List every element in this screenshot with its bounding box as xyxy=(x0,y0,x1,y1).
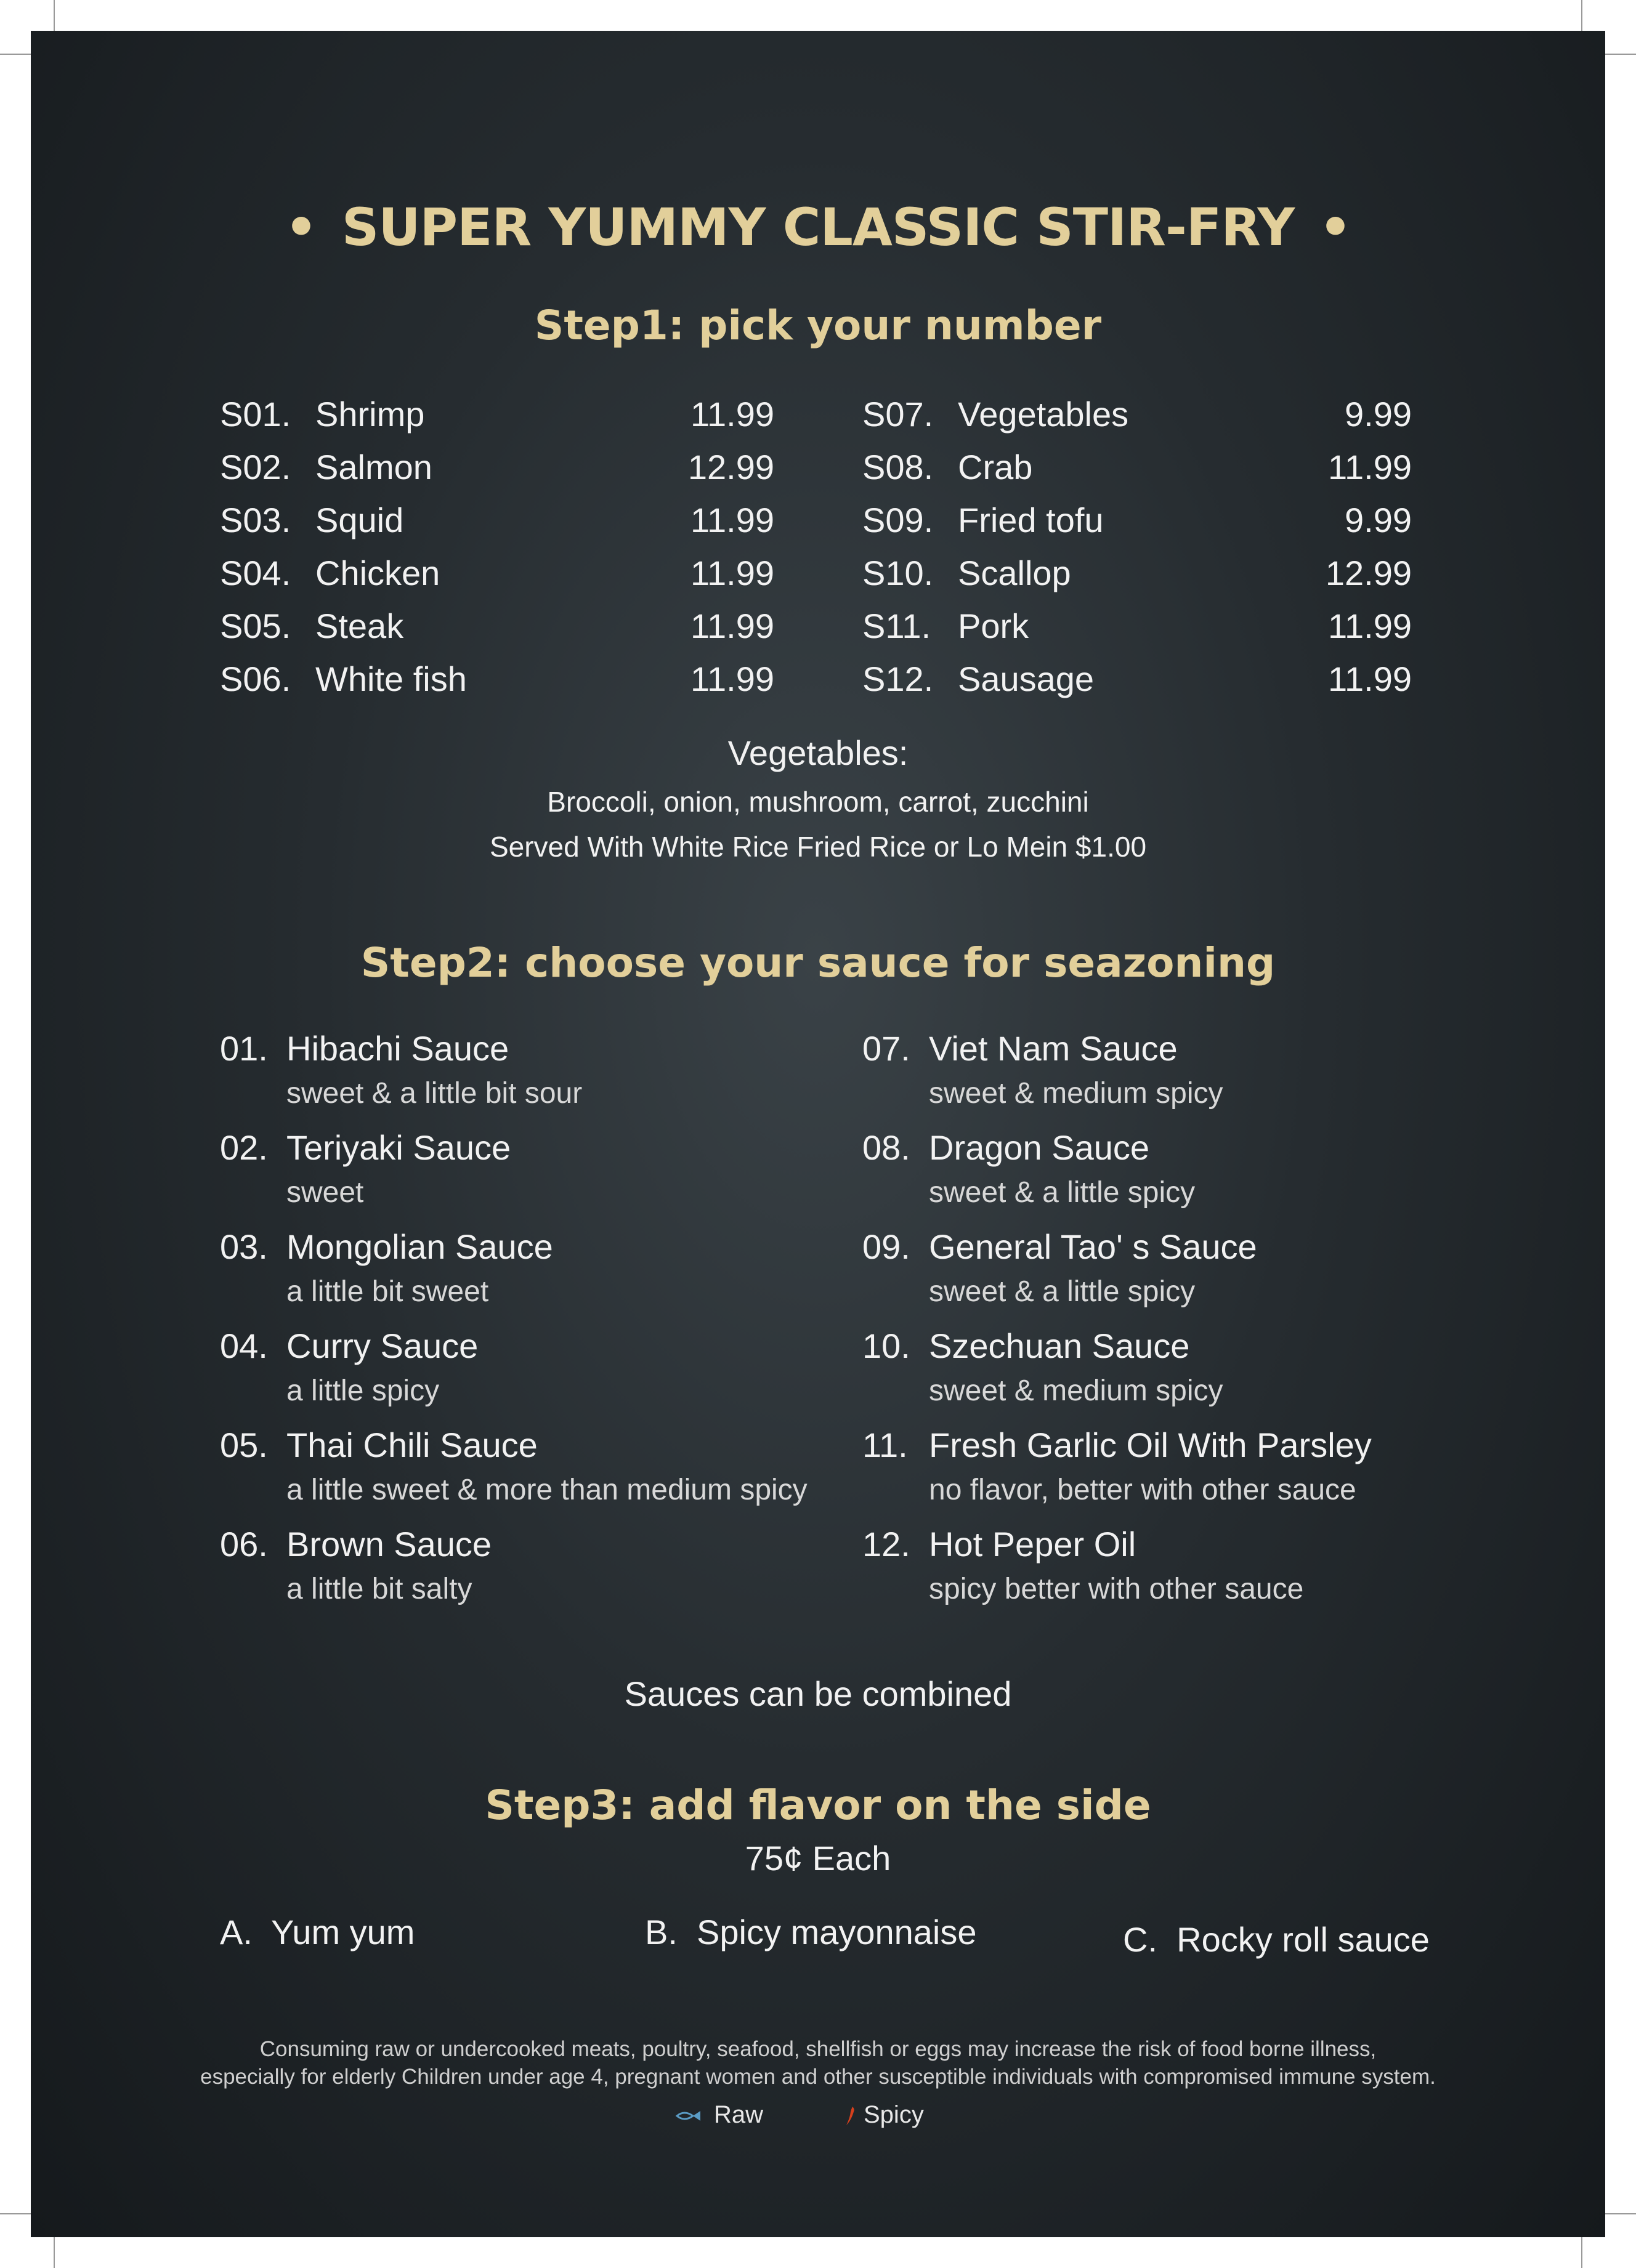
item-name: White fish xyxy=(315,660,467,698)
sauce-description: sweet & a little bit sour xyxy=(286,1077,583,1110)
crop-mark xyxy=(1604,54,1636,55)
flavor-price: 75¢ Each xyxy=(745,1839,891,1878)
bullet-dot: • xyxy=(285,197,317,257)
sauce-number: 02. xyxy=(220,1128,268,1167)
menu-item-s03[interactable] xyxy=(220,500,774,549)
sauce-number: 05. xyxy=(220,1426,268,1464)
step2-heading: Step2: choose your sauce for seazoning xyxy=(360,939,1276,987)
sauce-description: sweet & a little spicy xyxy=(929,1275,1196,1308)
crop-mark xyxy=(54,2236,55,2268)
flavor-name: Yum yum xyxy=(271,1913,415,1951)
item-code: S12. xyxy=(862,660,934,698)
item-price: 12.99 xyxy=(1325,554,1412,592)
flavor-name: Spicy mayonnaise xyxy=(697,1913,977,1951)
bullet-dot: • xyxy=(1319,197,1351,257)
item-name: Steak xyxy=(315,607,404,645)
crop-mark xyxy=(1604,2213,1636,2214)
disclaimer-line-2: especially for elderly Children under age 4, pregnant women and other susceptible individuals with compromised immune system. xyxy=(200,2065,1436,2089)
legend-label: Raw xyxy=(714,2101,764,2128)
menu-title-text: SUPER YUMMY CLASSIC STIR-FRY xyxy=(341,197,1295,257)
vegetables-heading: Vegetables: xyxy=(727,733,909,772)
sauce-number: 03. xyxy=(220,1227,268,1266)
item-price: 9.99 xyxy=(1345,501,1412,539)
menu-item-s04[interactable] xyxy=(220,553,774,602)
item-name: Salmon xyxy=(315,448,432,486)
flavor-item-a[interactable] xyxy=(220,1912,415,1952)
item-price: 11.99 xyxy=(690,395,774,434)
sauce-number: 01. xyxy=(220,1029,268,1068)
item-name: Pork xyxy=(958,607,1029,645)
item-code: S11. xyxy=(862,607,931,645)
legend-label: Spicy xyxy=(864,2101,924,2128)
step1-heading: Step1: pick your number xyxy=(534,302,1102,349)
menu-item-s08[interactable] xyxy=(862,447,1412,496)
menu-item-s12[interactable] xyxy=(862,659,1412,708)
step3-heading: Step3: add flavor on the side xyxy=(485,1782,1151,1829)
sauces-combined-note: Sauces can be combined xyxy=(624,1674,1012,1713)
item-code: S10. xyxy=(862,554,934,592)
crop-mark xyxy=(0,2213,32,2214)
menu-item-s11[interactable] xyxy=(862,606,1412,655)
fish-icon xyxy=(674,2109,703,2123)
menu-item-s02[interactable] xyxy=(220,447,774,496)
sauce-number: 07. xyxy=(862,1029,910,1068)
sauce-name: General Tao' s Sauce xyxy=(929,1227,1257,1266)
menu-item-s07[interactable] xyxy=(862,394,1412,443)
item-code: S08. xyxy=(862,448,934,486)
sauce-description: no flavor, better with other sauce xyxy=(929,1474,1356,1506)
sauce-name: Dragon Sauce xyxy=(929,1128,1150,1167)
item-price: 11.99 xyxy=(690,607,774,645)
sauce-name: Teriyaki Sauce xyxy=(286,1128,511,1167)
sauce-description: sweet & medium spicy xyxy=(929,1077,1223,1110)
chili-pepper-icon xyxy=(844,2105,857,2126)
sauce-name: Curry Sauce xyxy=(286,1326,479,1365)
sauce-description: spicy better with other sauce xyxy=(929,1573,1304,1605)
item-price: 11.99 xyxy=(690,501,774,539)
item-name: Crab xyxy=(958,448,1033,486)
sauce-description: sweet & medium spicy xyxy=(929,1374,1223,1407)
sauce-number: 09. xyxy=(862,1227,910,1266)
item-code: S02. xyxy=(220,448,291,486)
menu-item-s09[interactable] xyxy=(862,500,1412,549)
sauce-number: 06. xyxy=(220,1525,268,1564)
item-code: S09. xyxy=(862,501,934,539)
flavor-item-b[interactable] xyxy=(645,1912,977,1952)
sauce-name: Brown Sauce xyxy=(286,1525,492,1564)
item-price: 11.99 xyxy=(690,660,774,698)
item-code: S03. xyxy=(220,501,291,539)
item-name: Chicken xyxy=(315,554,440,592)
sauce-number: 10. xyxy=(862,1326,910,1365)
sauce-description: a little bit salty xyxy=(286,1573,472,1605)
item-code: S07. xyxy=(862,395,934,434)
item-code: S01. xyxy=(220,395,291,434)
flavor-label: B. xyxy=(645,1913,678,1951)
crop-mark xyxy=(1581,0,1582,32)
item-code: S04. xyxy=(220,554,291,592)
served-with-note: Served With White Rice Fried Rice or Lo Mein $1.00 xyxy=(489,831,1147,863)
flavor-item-c[interactable] xyxy=(1123,1919,1430,1959)
item-price: 11.99 xyxy=(1328,660,1412,698)
menu-item-s05[interactable] xyxy=(220,606,774,655)
legend-spicy xyxy=(844,2101,924,2129)
sauce-description: a little sweet & more than medium spicy xyxy=(286,1474,808,1506)
item-name: Squid xyxy=(315,501,404,539)
menu-item-s01[interactable] xyxy=(220,394,774,443)
menu-title xyxy=(31,197,1605,257)
crop-mark xyxy=(1581,2236,1582,2268)
sauce-name: Thai Chili Sauce xyxy=(286,1426,538,1464)
menu-item-s06[interactable] xyxy=(220,659,774,708)
sauce-number: 08. xyxy=(862,1128,910,1167)
item-code: S06. xyxy=(220,660,291,698)
item-name: Sausage xyxy=(958,660,1095,698)
sauce-description: a little bit sweet xyxy=(286,1275,489,1308)
item-price: 9.99 xyxy=(1345,395,1412,434)
sauce-name: Fresh Garlic Oil With Parsley xyxy=(929,1426,1372,1464)
disclaimer-line-1: Consuming raw or undercooked meats, poultry, seafood, shellfish or eggs may increase the risk of food borne illness, xyxy=(259,2037,1377,2061)
item-name: Vegetables xyxy=(958,395,1129,434)
sauce-name: Mongolian Sauce xyxy=(286,1227,553,1266)
flavor-label: C. xyxy=(1123,1920,1157,1959)
crop-mark xyxy=(0,54,32,55)
sauce-description: a little spicy xyxy=(286,1374,440,1407)
sauce-name: Szechuan Sauce xyxy=(929,1326,1190,1365)
flavor-name: Rocky roll sauce xyxy=(1176,1920,1430,1959)
vegetables-list: Broccoli, onion, mushroom, carrot, zucchini xyxy=(547,786,1089,818)
sauce-description: sweet & a little spicy xyxy=(929,1176,1196,1209)
item-name: Scallop xyxy=(958,554,1071,592)
crop-mark xyxy=(54,0,55,32)
sauce-description: sweet xyxy=(286,1176,364,1209)
item-code: S05. xyxy=(220,607,291,645)
item-price: 11.99 xyxy=(1328,607,1412,645)
item-name: Fried tofu xyxy=(958,501,1104,539)
legend-raw xyxy=(674,2101,763,2129)
item-name: Shrimp xyxy=(315,395,425,434)
item-price: 11.99 xyxy=(690,554,774,592)
sauce-number: 04. xyxy=(220,1326,268,1365)
menu-board xyxy=(31,31,1605,2237)
sauce-number: 12. xyxy=(862,1525,910,1564)
flavor-label: A. xyxy=(220,1913,253,1951)
item-price: 12.99 xyxy=(687,448,774,486)
sauce-name: Hibachi Sauce xyxy=(286,1029,509,1068)
sauce-name: Viet Nam Sauce xyxy=(929,1029,1178,1068)
sauce-number: 11. xyxy=(862,1426,908,1464)
menu-item-s10[interactable] xyxy=(862,553,1412,602)
sauce-name: Hot Peper Oil xyxy=(929,1525,1136,1564)
item-price: 11.99 xyxy=(1328,448,1412,486)
